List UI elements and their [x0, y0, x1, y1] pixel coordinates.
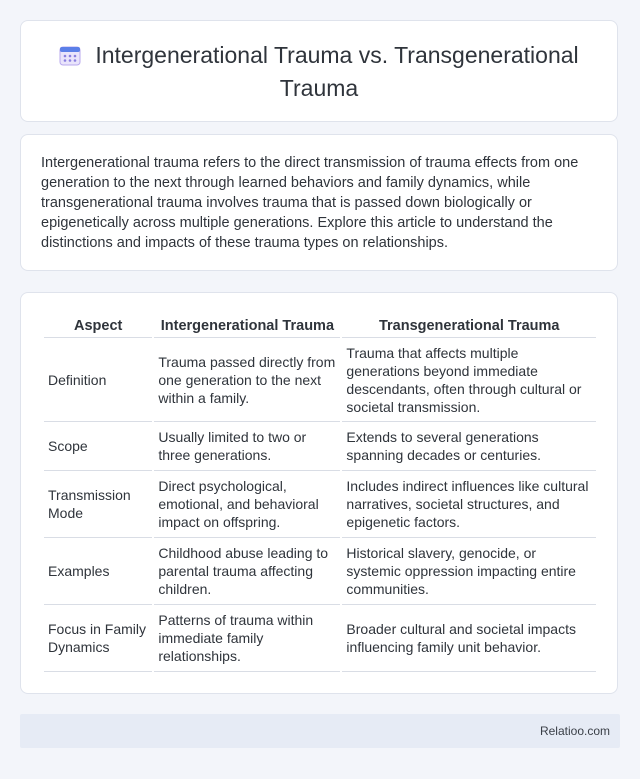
cell-intergenerational: Usually limited to two or three generations.: [154, 422, 340, 471]
table-header-row: [44, 315, 596, 338]
footer-brand[interactable]: Relatioo.com: [539, 724, 610, 738]
title-line-1: Intergenerational Trauma vs. Transgenerational: [95, 41, 579, 68]
cell-transgenerational: Historical slavery, genocide, or systemic oppression impacting entire communities.: [342, 538, 596, 605]
table-row: [44, 338, 596, 422]
comparison-card: [20, 292, 618, 694]
table-row: [44, 471, 596, 538]
table-row: [44, 605, 596, 672]
page-title: [59, 40, 578, 103]
intro-card: [20, 134, 618, 271]
cell-intergenerational: Patterns of trauma within immediate family relationships.: [154, 605, 340, 672]
header-transgenerational: Transgenerational Trauma: [342, 315, 596, 338]
cell-transgenerational: Extends to several generations spanning decades or centuries.: [342, 422, 596, 471]
title-card: [20, 20, 618, 122]
cell-transgenerational: Trauma that affects multiple generations beyond immediate descendants, often through cultural or societal transmission.: [342, 338, 596, 422]
cell-aspect: Examples: [44, 538, 152, 605]
cell-aspect: Transmission Mode: [44, 471, 152, 538]
comparison-table: [42, 315, 598, 672]
header-aspect: Aspect: [44, 315, 152, 338]
intro-paragraph: Intergenerational trauma refers to the direct transmission of trauma effects from one generation to the next through learned behaviors and family dynamics, while transgenerational trauma involves trauma that is passed down biologically or epigenetically across multiple generations. Explore this article to understand the distinctions and impacts of these trauma types on relationships.: [41, 155, 579, 251]
cell-intergenerational: Direct psychological, emotional, and behavioral impact on offspring.: [154, 471, 340, 538]
cell-intergenerational: Childhood abuse leading to parental trauma affecting children.: [154, 538, 340, 605]
cell-aspect: Focus in Family Dynamics: [44, 605, 152, 672]
cell-aspect: Definition: [44, 338, 152, 422]
calendar-icon: [59, 43, 81, 73]
cell-aspect: Scope: [44, 422, 152, 471]
title-line-2: Trauma: [279, 74, 359, 101]
header-intergenerational: Intergenerational Trauma: [154, 315, 340, 338]
table-row: [44, 538, 596, 605]
cell-transgenerational: Includes indirect influences like cultural narratives, societal structures, and epigenetic factors.: [342, 471, 596, 538]
cell-intergenerational: Trauma passed directly from one generation to the next within a family.: [154, 338, 340, 422]
footer: [20, 714, 620, 748]
cell-transgenerational: Broader cultural and societal impacts influencing family unit behavior.: [342, 605, 596, 672]
table-row: [44, 422, 596, 471]
